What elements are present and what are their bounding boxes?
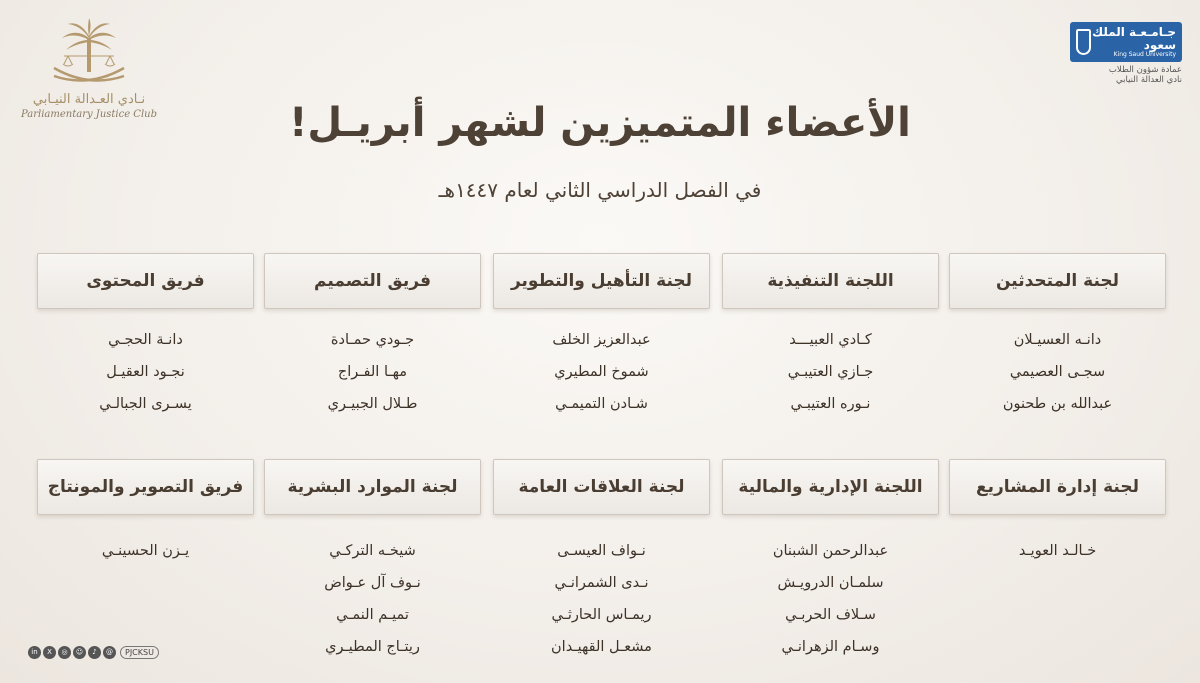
member-name: نـوره العتيبـي [790, 396, 871, 412]
member-name: يـزن الحسينـي [101, 543, 190, 559]
member-name: كـادي العبيـــد [789, 332, 872, 348]
linkedin-icon[interactable]: in [28, 646, 41, 659]
threads-icon[interactable]: @ [103, 646, 116, 659]
member-list [264, 535, 481, 663]
snapchat-icon[interactable]: ☺ [73, 646, 86, 659]
social-bar [28, 646, 159, 659]
member-name: شموخ المطيري [554, 364, 649, 380]
member-name: يسـرى الجبالـي [99, 396, 192, 412]
committee-header: فريق التصميم [264, 253, 481, 309]
member-name: عبدالعزيز الخلف [552, 332, 651, 348]
committee-header: فريق المحتوى [37, 253, 254, 309]
member-list [493, 535, 710, 663]
member-list [264, 324, 481, 420]
tiktok-icon[interactable]: ♪ [88, 646, 101, 659]
committee-header: لجنة الموارد البشرية [264, 459, 481, 515]
member-list [37, 535, 254, 567]
instagram-icon[interactable]: ◎ [58, 646, 71, 659]
member-list [949, 535, 1166, 567]
member-name: سلمـان الدرويـش [777, 575, 884, 591]
member-name: سجـى العصيمي [1009, 364, 1106, 380]
deanship-name: عمادة شؤون الطلاب [1108, 65, 1182, 75]
member-name: مهـا الفـراج [337, 364, 408, 380]
member-name: نـواف العيسـى [557, 543, 646, 559]
member-list [722, 535, 939, 663]
ksu-emblem-icon [1076, 29, 1091, 55]
club-name-ar: نـادي العـدالة النيـابي [32, 92, 146, 107]
member-list [722, 324, 939, 420]
member-name: شـادن التميمـي [555, 396, 648, 412]
committee-header: لجنة التأهيل والتطوير [493, 253, 710, 309]
page-subtitle: في الفصل الدراسي الثاني لعام ١٤٤٧هـ [438, 178, 762, 202]
member-list [493, 324, 710, 420]
member-name: عبدالرحمن الشبنان [772, 543, 889, 559]
member-name: خـالـد العويـد [1018, 543, 1097, 559]
member-name: نـدى الشمرانـي [554, 575, 649, 591]
university-name-ar: جـامـعـة الملك سعود [1092, 24, 1176, 52]
member-list [949, 324, 1166, 420]
ksu-logo-box [1070, 22, 1182, 62]
member-name: جـودي حمـادة [330, 332, 415, 348]
member-name: وسـام الزهرانـي [781, 639, 880, 655]
member-name: نجـود العقيـل [106, 364, 185, 380]
committee-header: اللجنة الإدارية والمالية [722, 459, 939, 515]
committee-header: لجنة المتحدثين [949, 253, 1166, 309]
member-name: ريمـاس الحارثـي [551, 607, 652, 623]
member-name: شيخـه التركـي [329, 543, 416, 559]
university-logo [1070, 22, 1182, 92]
member-list [37, 324, 254, 420]
social-handle: PJCKSU [120, 646, 159, 659]
page-title: الأعضاء المتميزين لشهر أبريـل! [289, 100, 911, 146]
club-name-line: نادي العدالة النيابي [1116, 75, 1182, 86]
x-icon[interactable]: X [43, 646, 56, 659]
member-name: مشعـل القهيـدان [551, 639, 652, 655]
member-name: دانـه العسيـلان [1013, 332, 1102, 348]
member-name: دانـة الحجـي [108, 332, 183, 348]
member-name: طـلال الجبيـري [327, 396, 418, 412]
club-name-en: Parliamentary Justice Club [21, 109, 157, 120]
member-name: سـلاف الحربـي [785, 607, 876, 623]
palm-swords-emblem-icon [44, 18, 134, 90]
member-name: تميـم النمـي [336, 607, 409, 623]
member-name: نـوف آل عـواض [324, 575, 421, 591]
committee-header: لجنة إدارة المشاريع [949, 459, 1166, 515]
committee-header: اللجنة التنفيذية [722, 253, 939, 309]
member-name: عبدالله بن طحنون [1002, 396, 1113, 412]
university-name-en: King Saud University [1113, 50, 1176, 58]
member-name: جـازي العتيبـي [787, 364, 874, 380]
committee-header: فريق التصوير والمونتاج [37, 459, 254, 515]
committee-header: لجنة العلاقات العامة [493, 459, 710, 515]
member-name: ريتـاج المطيـري [325, 639, 420, 655]
